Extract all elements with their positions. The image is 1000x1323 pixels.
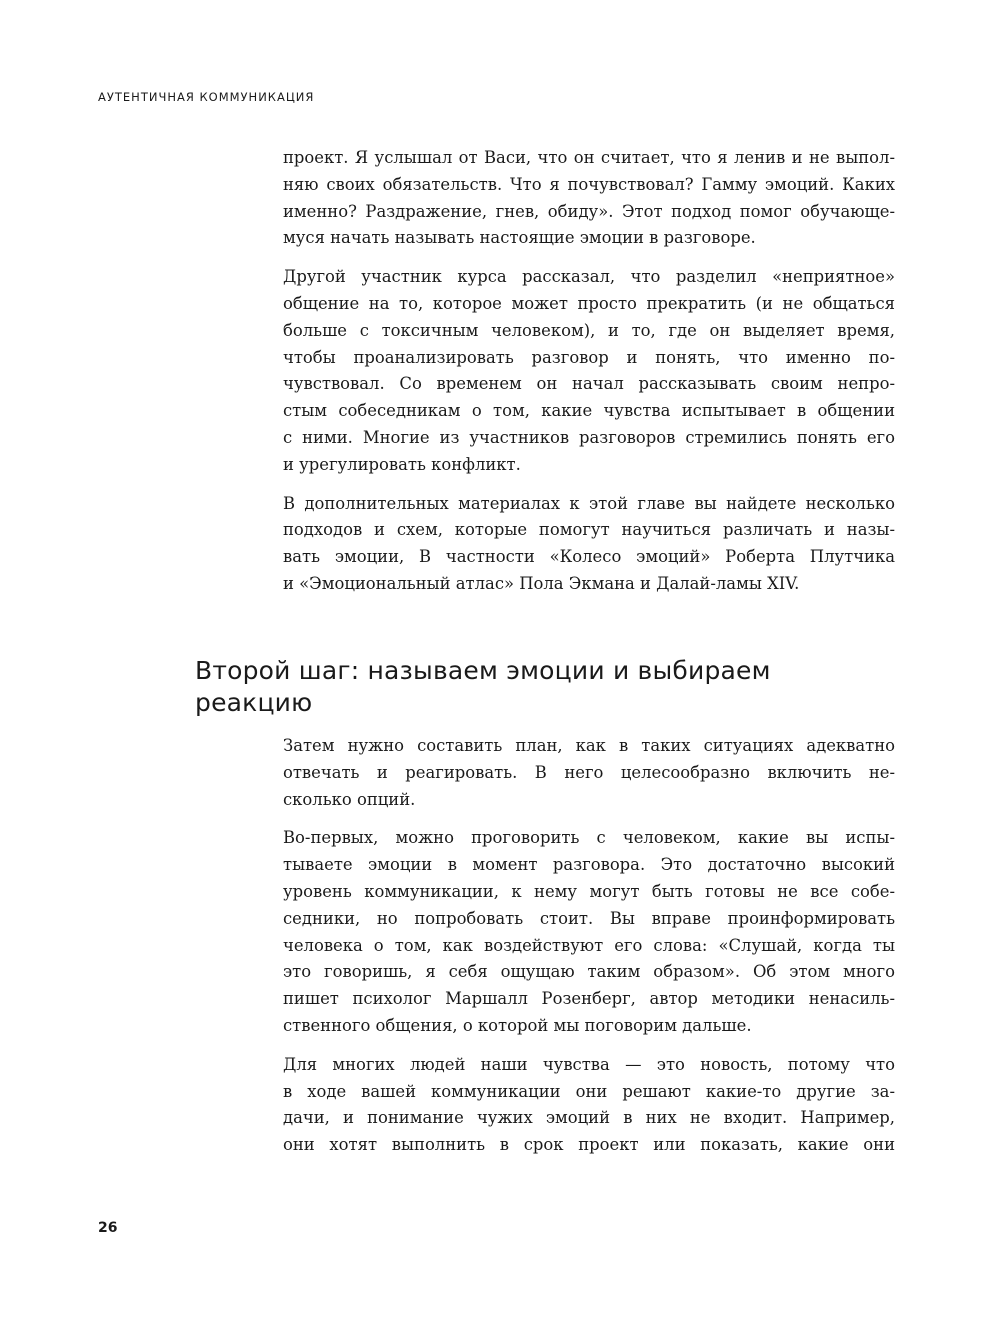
text-block-after-heading bbox=[283, 733, 895, 1171]
text-line: ственного общения, о которой мы поговорим дальше. bbox=[283, 1015, 752, 1035]
section-heading-line: Второй шаг: называем эмоции и выбираем bbox=[195, 656, 771, 685]
paragraph bbox=[283, 825, 895, 1039]
text-line: пишет психолог Маршалл Розенберг, автор методики ненасиль- bbox=[283, 989, 895, 1009]
text-line: Во-первых, можно проговорить с человеком, какие вы испы- bbox=[283, 828, 895, 848]
text-line: они хотят выполнить в срок проект или показать, какие они bbox=[283, 1135, 895, 1155]
text-line: именно? Раздражение, гнев, обиду». Этот подход помог обучающе- bbox=[283, 201, 895, 221]
section-heading-line: реакцию bbox=[195, 688, 313, 717]
text-line: это говоришь, я себя ощущаю таким образом». Об этом много bbox=[283, 962, 895, 982]
text-line: подходов и схем, которые помогут научиться различать и назы- bbox=[283, 520, 895, 540]
paragraph bbox=[283, 264, 895, 478]
text-line: чтобы проанализировать разговор и понять, что именно по- bbox=[283, 347, 895, 367]
text-line: Другой участник курса рассказал, что разделил «неприятное» bbox=[283, 267, 895, 287]
text-line: Для многих людей наши чувства — это новость, потому что bbox=[283, 1054, 895, 1074]
paragraph bbox=[283, 491, 895, 598]
section-heading bbox=[195, 655, 895, 719]
text-line: седники, но попробовать стоит. Вы вправе проинформировать bbox=[283, 908, 895, 928]
text-line: и «Эмоциональный атлас» Пола Экмана и Далай-ламы XIV. bbox=[283, 573, 800, 593]
text-line: няю своих обязательств. Что я почувствовал? Гамму эмоций. Каких bbox=[283, 174, 895, 194]
text-line: уровень коммуникации, к нему могут быть готовы не все собе- bbox=[283, 881, 895, 901]
text-line: Затем нужно составить план, как в таких ситуациях адекватно bbox=[283, 736, 895, 755]
text-line: вать эмоции, В частности «Колесо эмоций» Роберта Плутчика bbox=[283, 547, 895, 567]
text-line: проект. Я услышал от Васи, что он считает, что я ленив и не выпол- bbox=[283, 148, 895, 167]
text-line: дачи, и понимание чужих эмоций в них не входит. Например, bbox=[283, 1108, 895, 1128]
text-line: больше с токсичным человеком), и то, где он выделяет время, bbox=[283, 320, 895, 340]
text-line: с ними. Многие из участников разговоров стремились понять его bbox=[283, 427, 895, 447]
text-block-before-heading bbox=[283, 145, 895, 610]
text-line: отвечать и реагировать. В него целесообразно включить не- bbox=[283, 762, 895, 782]
paragraph bbox=[283, 145, 895, 252]
text-line: человека о том, как воздействуют его слова: «Слушай, когда ты bbox=[283, 935, 895, 955]
text-line: муся начать называть настоящие эмоции в разговоре. bbox=[283, 228, 756, 248]
text-line: сколько опций. bbox=[283, 789, 416, 809]
text-line: тываете эмоции в момент разговора. Это достаточно высокий bbox=[283, 855, 895, 875]
text-line: В дополнительных материалах к этой главе вы найдете несколько bbox=[283, 493, 895, 513]
paragraph bbox=[283, 733, 895, 813]
running-head: АУТЕНТИЧНАЯ КОММУНИКАЦИЯ bbox=[98, 90, 315, 104]
page-number: 26 bbox=[98, 1220, 118, 1236]
text-line: общение на то, которое может просто прекратить (и не общаться bbox=[283, 293, 895, 313]
paragraph bbox=[283, 1052, 895, 1159]
text-line: стым собеседникам о том, какие чувства испытывает в общении bbox=[283, 401, 895, 421]
text-line: в ходе вашей коммуникации они решают какие-то другие за- bbox=[283, 1081, 895, 1101]
text-line: и урегулировать конфликт. bbox=[283, 454, 521, 474]
text-line: чувствовал. Со временем он начал рассказывать своим непро- bbox=[283, 374, 895, 394]
